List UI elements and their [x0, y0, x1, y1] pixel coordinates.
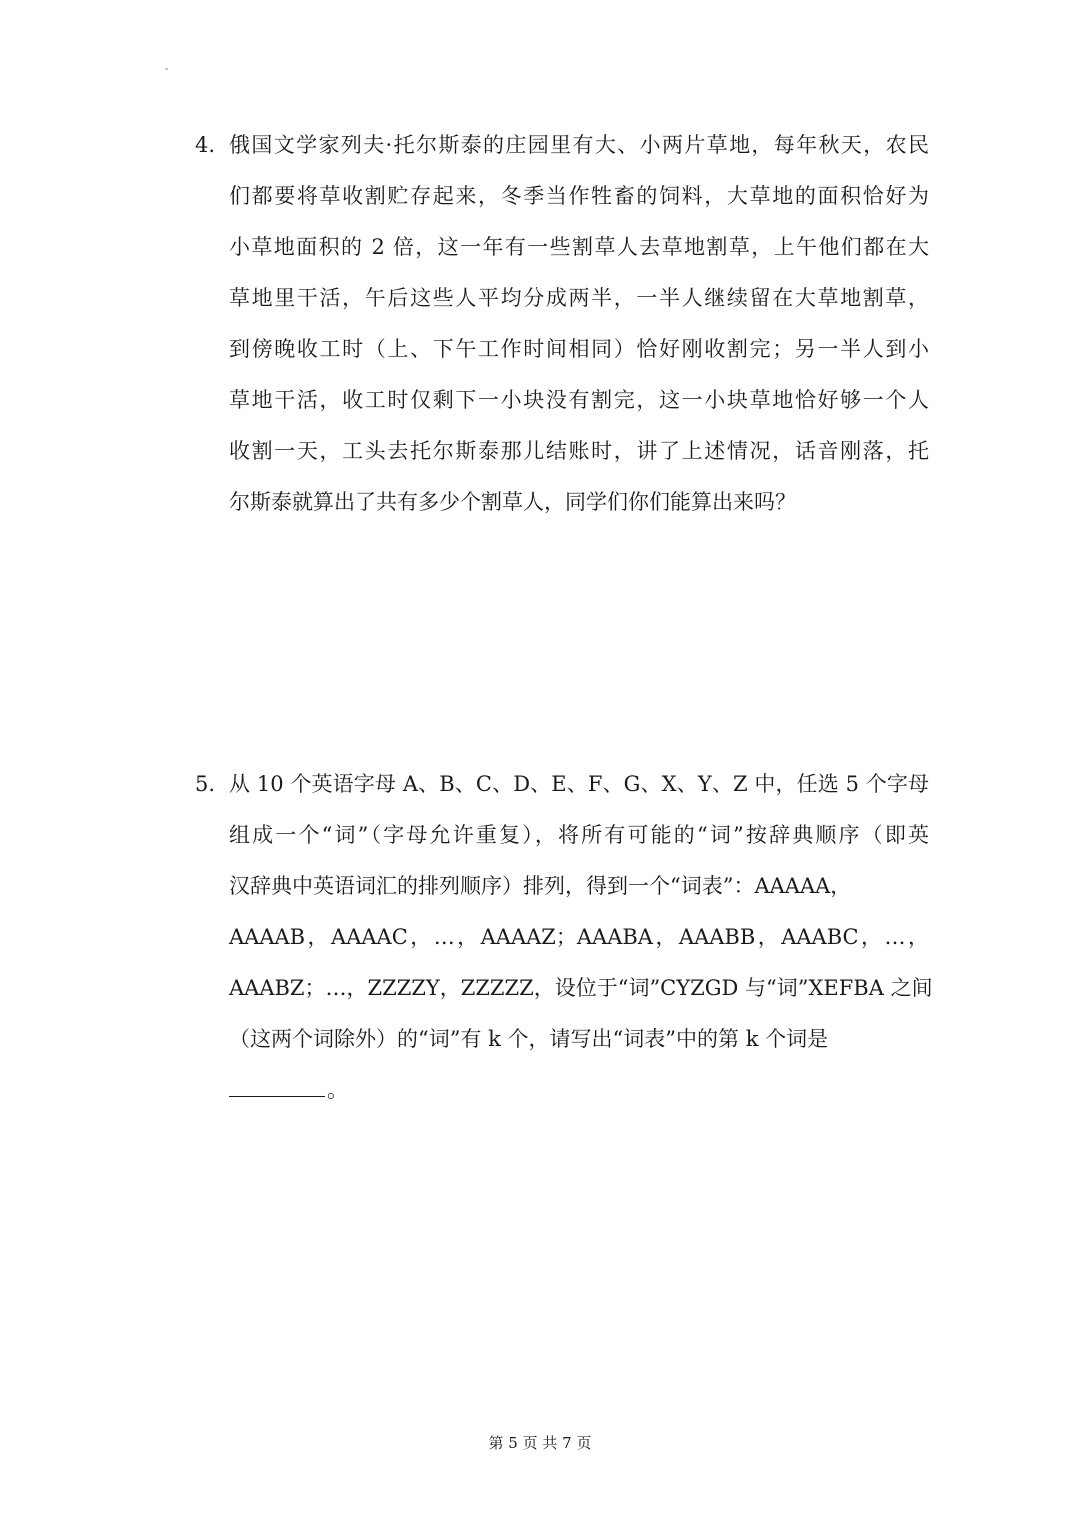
- question-line: 汉辞典中英语词汇的排列顺序）排列，得到一个“词表”：AAAAA，: [229, 874, 852, 898]
- question-number: 4.: [195, 133, 216, 157]
- question-line: （这两个词除外）的“词”有 k 个，请写出“词表”中的第 k 个词是: [229, 1027, 829, 1051]
- question-line: 到傍晚收工时（上、下午工作时间相同）恰好刚收割完；另一半人到小: [229, 337, 929, 361]
- question-number: 5.: [195, 772, 216, 796]
- question-text: [229, 759, 933, 1116]
- question-line: 组成一个“词”（字母允许重复），将所有可能的“词”按辞典顺序（即英: [229, 823, 929, 847]
- answer-blank-line: [229, 1065, 929, 1116]
- question-line: 草地干活，收工时仅剩下一小块没有割完，这一小块草地恰好够一个人: [229, 388, 929, 412]
- question-line: 俄国文学家列夫·托尔斯泰的庄园里有大、小两片草地，每年秋天，农民: [229, 133, 929, 157]
- page-number: 第 5 页 共 7 页: [488, 1434, 592, 1452]
- question-line: AAABZ；…，ZZZZY，ZZZZZ，设位于“词”CYZGD 与“词”XEFBA 之间: [229, 976, 933, 1000]
- question-line: 草地里干活，午后这些人平均分成两半，一半人继续留在大草地割草，: [229, 286, 929, 310]
- question-line: AAAAB，AAAAC，…，AAAAZ；AAABA，AAABB，AAABC，…，: [229, 925, 929, 949]
- scan-mark: [165, 68, 168, 70]
- answer-blank[interactable]: [229, 1068, 325, 1097]
- question-line: 们都要将草收割贮存起来，冬季当作牲畜的饲料，大草地的面积恰好为: [229, 184, 929, 208]
- question-line: 小草地面积的 2 倍，这一年有一些割草人去草地割草，上午他们都在大: [229, 235, 929, 259]
- question-line: 收割一天，工头去托尔斯泰那儿结账时，讲了上述情况，话音刚落，托: [229, 439, 929, 463]
- page-footer: [0, 1432, 1080, 1453]
- answer-blank-suffix: 。: [327, 1078, 348, 1102]
- question-text: [229, 120, 929, 528]
- question-line: 尔斯泰就算出了共有多少个割草人，同学们你们能算出来吗？: [229, 490, 796, 514]
- question-line: 从 10 个英语字母 A、B、C、D、E、F、G、X、Y、Z 中，任选 5 个字母: [229, 772, 929, 796]
